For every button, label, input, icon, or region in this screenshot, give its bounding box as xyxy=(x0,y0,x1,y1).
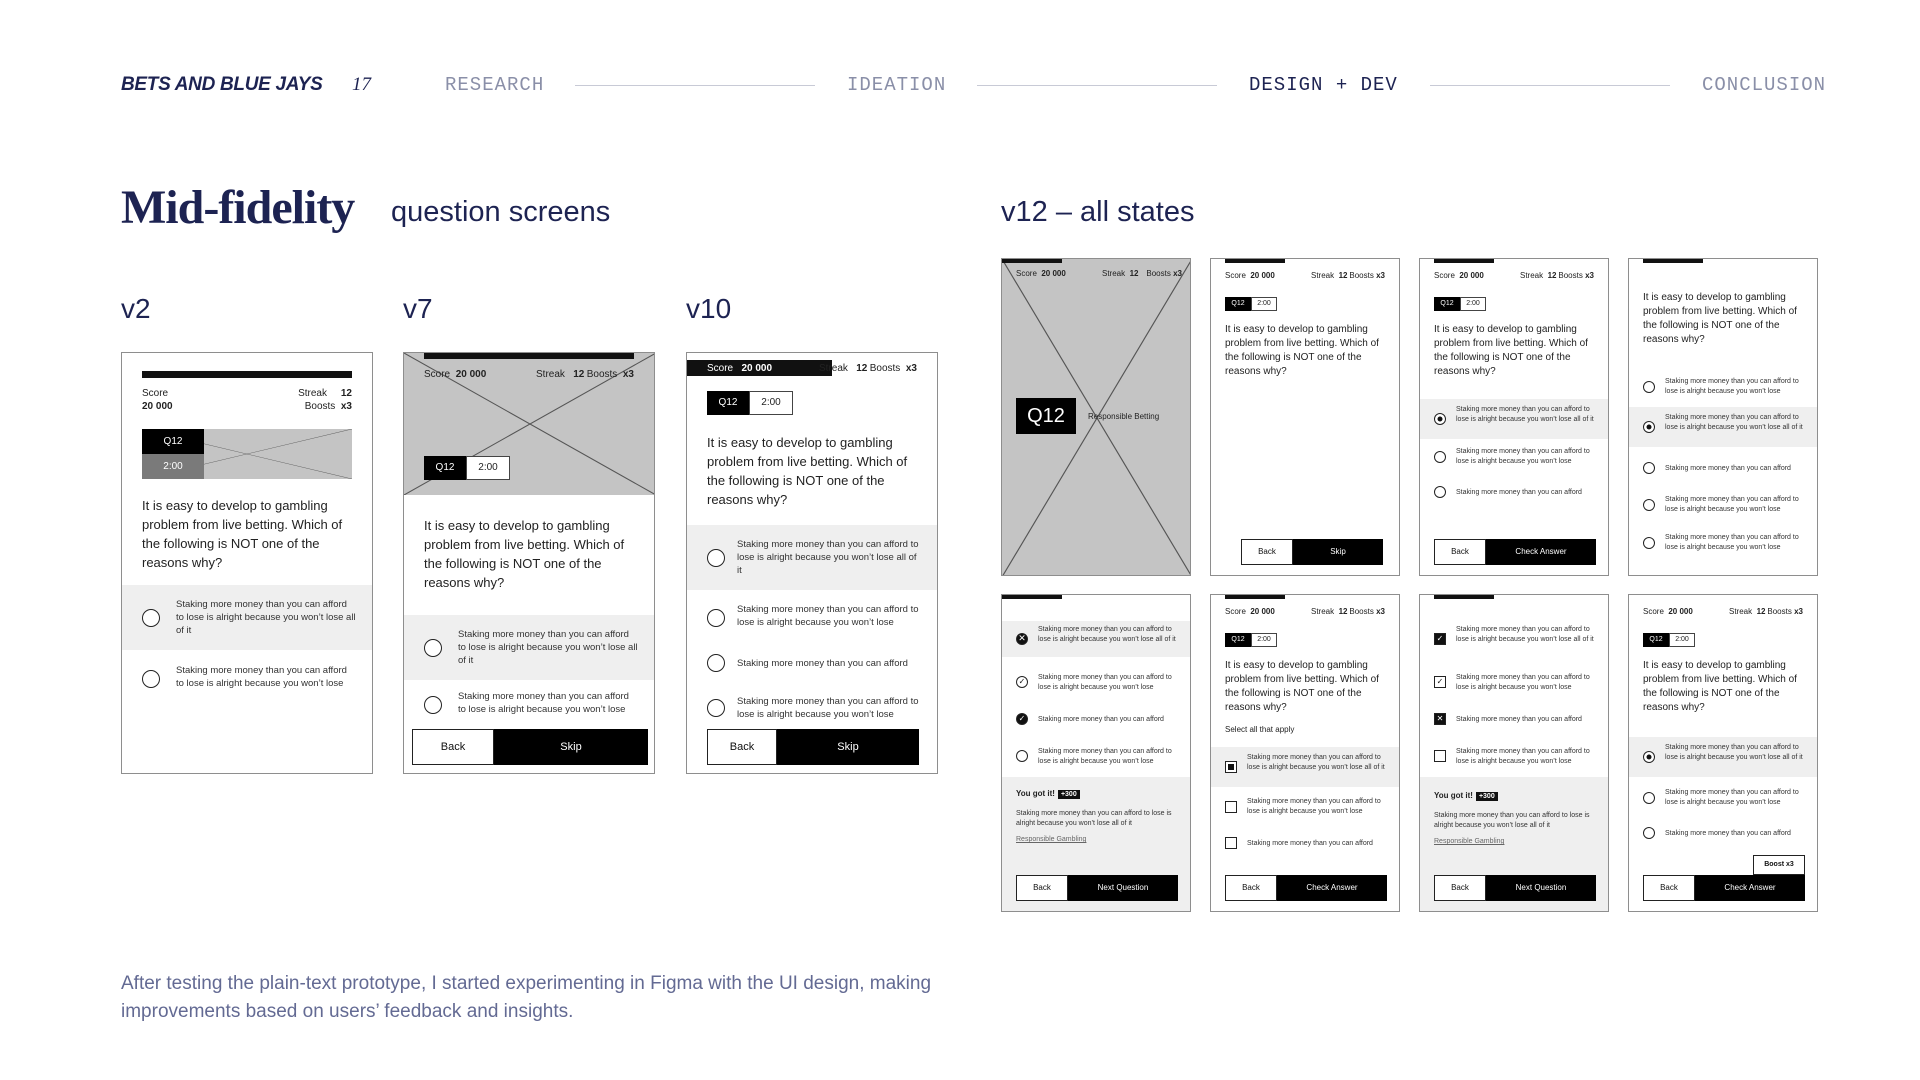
question-text: It is easy to develop to gambling problem from live betting. Which of the following is NOT one of the reasons why? xyxy=(424,518,625,590)
answer-option[interactable] xyxy=(1629,407,1817,447)
version-label-v10: v10 xyxy=(686,293,732,324)
progress-bar xyxy=(1002,259,1062,263)
back-button[interactable]: Back xyxy=(707,729,777,765)
boosts-stat: Boosts x3 xyxy=(869,363,917,374)
streak-stat: Streak 12 xyxy=(819,363,868,374)
points-badge: +300 xyxy=(1476,792,1498,801)
step-divider xyxy=(977,85,1217,86)
answer-option[interactable] xyxy=(687,685,937,725)
skip-button[interactable]: Skip xyxy=(494,729,648,765)
question-text: It is easy to develop to gambling problem from live betting. Which of the following is NOT one of the reasons why? xyxy=(1643,660,1797,713)
v12-state-scrolled xyxy=(1628,258,1818,576)
v12-state-multiselect xyxy=(1210,594,1400,912)
answer-option[interactable] xyxy=(1002,667,1190,697)
answer-option[interactable] xyxy=(1211,747,1399,787)
question-tag: Q12 xyxy=(1225,297,1251,311)
question-text: It is easy to develop to gambling problem from live betting. Which of the following is NOT one of the reasons why? xyxy=(1225,660,1379,713)
timer: 2:00 xyxy=(142,454,204,479)
answer-option[interactable] xyxy=(1002,621,1190,657)
answer-option[interactable] xyxy=(1420,475,1608,509)
progress-bar xyxy=(142,371,352,378)
page-number: 17 xyxy=(352,74,371,95)
step-conclusion[interactable]: CONCLUSION xyxy=(1702,74,1827,96)
timer: 2:00 xyxy=(749,391,793,415)
score-stat: Score 20 000 xyxy=(1016,269,1066,278)
v12-state-boost xyxy=(1628,594,1818,912)
radio-button[interactable] xyxy=(1643,537,1655,549)
score-stat: Score 20 000 xyxy=(1225,607,1275,616)
option-text: Staking more money than you can afford to lose is alright because you won’t lose xyxy=(458,691,629,715)
option-text: Staking more money than you can afford to lose is alright because you won’t lose all of it xyxy=(1665,744,1803,761)
score-stat: Score 20 000 xyxy=(424,369,487,380)
option-text: Staking more money than you can afford to lose is alright because you won’t lose all of it xyxy=(1665,414,1803,431)
score-stat: Score 20 000 xyxy=(707,363,773,374)
back-button[interactable]: Back xyxy=(412,729,494,765)
answer-option[interactable] xyxy=(122,650,372,705)
back-button[interactable]: Back xyxy=(1225,875,1277,901)
answer-option[interactable] xyxy=(1420,439,1608,475)
radio-button[interactable] xyxy=(142,609,160,627)
radio-button[interactable] xyxy=(1434,451,1446,463)
feedback-text: Staking more money than you can afford to lose is alright because you won’t lose all of it xyxy=(1016,810,1172,827)
option-text: Staking more money than you can afford to lose is alright because you won’t lose xyxy=(1456,448,1590,465)
checkbox[interactable] xyxy=(1434,750,1446,762)
boosts-stat: Boosts x3 xyxy=(1349,607,1385,616)
answer-option[interactable] xyxy=(1629,487,1817,523)
answer-option[interactable] xyxy=(1420,707,1608,731)
radio-button[interactable] xyxy=(1434,486,1446,498)
question-tag: Q12 xyxy=(424,456,466,480)
score-label: Score xyxy=(142,388,169,399)
option-text: Staking more money than you can afford to lose is alright because you won’t lose all of it xyxy=(1456,406,1594,423)
answer-option[interactable] xyxy=(404,615,654,680)
question-tag: Q12 xyxy=(707,391,749,415)
boosts-stat: Boosts x3 xyxy=(1349,271,1385,280)
answer-option[interactable] xyxy=(687,640,937,685)
radio-button[interactable] xyxy=(1643,499,1655,511)
wrong-icon: ✕ xyxy=(1434,713,1446,725)
boosts-stat: Boosts x3 xyxy=(586,369,634,380)
boosts-stat: Boosts x3 xyxy=(1767,607,1803,616)
radio-button[interactable] xyxy=(1643,751,1655,763)
option-text: Staking more money than you can afford to lose is alright because you won’t lose xyxy=(1665,534,1799,551)
radio-button[interactable] xyxy=(1643,792,1655,804)
section-subtitle: question screens xyxy=(391,196,611,228)
radio-button[interactable] xyxy=(142,670,160,688)
score-stat: Score 20 000 xyxy=(1225,271,1275,280)
option-text: Staking more money than you can afford to lose is alright because you won’t lose xyxy=(1665,378,1799,395)
v12-state-multiselect-result xyxy=(1419,594,1609,912)
streak-stat: Streak 12 xyxy=(536,369,585,380)
check-icon: ✓ xyxy=(1016,676,1028,688)
timer: 2:00 xyxy=(466,456,510,480)
option-text: Staking more money than you can afford to lose is alright because you won’t lose all of it xyxy=(176,599,356,636)
feedback-panel xyxy=(1002,777,1190,912)
option-text: Staking more money than you can afford xyxy=(1665,465,1791,472)
step-research[interactable]: RESEARCH xyxy=(445,74,545,96)
radio-button[interactable] xyxy=(424,639,442,657)
version-label-v2: v2 xyxy=(121,293,151,324)
step-divider xyxy=(575,85,815,86)
back-button[interactable]: Back xyxy=(1016,875,1068,901)
option-text: Staking more money than you can afford to lose is alright because you won’t lose all of it xyxy=(1456,626,1594,643)
feedback-panel xyxy=(1420,777,1608,912)
question-tag: Q12 xyxy=(1434,297,1460,311)
timer: 2:00 xyxy=(1460,297,1486,311)
question-tag: Q12 xyxy=(1016,398,1076,434)
question-tag: Q12 xyxy=(142,429,204,454)
answer-option[interactable] xyxy=(1629,819,1817,847)
option-text: Staking more money than you can afford to lose is alright because you won’t lose xyxy=(1665,789,1799,806)
progress-bar xyxy=(1643,259,1703,263)
next-question-button[interactable]: Next Question xyxy=(1068,875,1178,901)
check-answer-button[interactable]: Check Answer xyxy=(1277,875,1387,901)
step-divider xyxy=(1430,85,1670,86)
question-text: It is easy to develop to gambling problem from live betting. Which of the following is NOT one of the reasons why? xyxy=(142,498,343,570)
option-text: Staking more money than you can afford to lose is alright because you won’t lose xyxy=(1247,798,1381,815)
feedback-title: You got it! +300 xyxy=(1434,791,1498,801)
skip-button[interactable]: Skip xyxy=(777,729,919,765)
answer-option[interactable] xyxy=(1629,369,1817,405)
score-stat: Score 20 000 xyxy=(1434,271,1484,280)
answer-option[interactable] xyxy=(1629,525,1817,561)
answer-option[interactable] xyxy=(404,680,654,725)
boosts-stat: Boosts x3 xyxy=(1146,269,1182,278)
correct-icon: ✓ xyxy=(1434,633,1446,645)
instruction-text: Select all that apply xyxy=(1225,725,1295,734)
streak-stat: Streak 12 xyxy=(1311,607,1348,616)
answer-option[interactable] xyxy=(1420,399,1608,439)
option-text: Staking more money than you can afford xyxy=(1247,840,1373,847)
progress-bar xyxy=(1225,595,1285,599)
progress-bar xyxy=(424,353,634,359)
question-tag: Q12 xyxy=(1225,633,1251,647)
progress-bar xyxy=(1002,595,1062,599)
answer-option[interactable] xyxy=(1211,829,1399,857)
boosts-stat: Boosts x3 xyxy=(1558,271,1594,280)
radio-button[interactable] xyxy=(1643,421,1655,433)
answer-option[interactable] xyxy=(1629,781,1817,815)
answer-option[interactable] xyxy=(1629,451,1817,485)
correct-icon: ✓ xyxy=(1016,713,1028,725)
question-text: It is easy to develop to gambling problem from live betting. Which of the following is NOT one of the reasons why? xyxy=(1643,292,1797,345)
caption-text: After testing the plain-text prototype, I started experimenting in Figma with the UI design, making improvements based on users’ feedback and insights. xyxy=(121,973,932,1022)
wrong-icon: ✕ xyxy=(1016,633,1028,645)
check-answer-button[interactable]: Check Answer xyxy=(1695,875,1805,901)
option-text: Staking more money than you can afford xyxy=(1665,830,1791,837)
answer-option[interactable] xyxy=(1002,707,1190,731)
v12-state-question xyxy=(1210,258,1400,576)
option-text: Staking more money than you can afford to lose is alright because you won’t lose xyxy=(1665,496,1799,513)
back-button[interactable]: Back xyxy=(1241,539,1293,565)
answer-option[interactable] xyxy=(1420,667,1608,697)
section-title: Mid-fidelity xyxy=(121,181,355,234)
streak-stat: Streak 12 xyxy=(298,388,352,399)
next-question-button[interactable]: Next Question xyxy=(1486,875,1596,901)
option-text: Staking more money than you can afford to lose is alright because you won’t lose xyxy=(737,696,919,720)
option-text: Staking more money than you can afford to lose is alright because you won’t lose xyxy=(1038,748,1172,765)
answer-option[interactable] xyxy=(1420,621,1608,657)
option-text: Staking more money than you can afford xyxy=(1456,716,1582,723)
back-button[interactable]: Back xyxy=(1434,875,1486,901)
radio-button[interactable] xyxy=(424,696,442,714)
option-text: Staking more money than you can afford xyxy=(737,658,908,669)
checkbox[interactable] xyxy=(1225,801,1237,813)
streak-stat: Streak 12 xyxy=(1729,607,1766,616)
question-text: It is easy to develop to gambling problem from live betting. Which of the following is NOT one of the reasons why? xyxy=(707,435,908,507)
v12-title: v12 – all states xyxy=(1001,196,1195,228)
option-text: Staking more money than you can afford to lose is alright because you won’t lose all of it xyxy=(1247,754,1385,771)
radio-button[interactable] xyxy=(1643,381,1655,393)
radio-button[interactable] xyxy=(1643,827,1655,839)
wireframe-v7 xyxy=(403,352,655,774)
boosts-stat: Boosts x3 xyxy=(304,401,352,412)
score-stat: Score 20 000 xyxy=(1643,607,1693,616)
option-text: Staking more money than you can afford to lose is alright because you won’t lose all of it xyxy=(458,629,638,666)
feedback-text: Staking more money than you can afford to lose is alright because you won’t lose all of it xyxy=(1434,812,1590,829)
checkbox[interactable] xyxy=(1225,761,1237,773)
progress-bar xyxy=(1225,259,1285,263)
timer: 2:00 xyxy=(1251,297,1277,311)
progress-bar xyxy=(1434,595,1494,599)
answer-option[interactable] xyxy=(687,525,937,590)
option-text: Staking more money than you can afford xyxy=(1456,489,1582,496)
answer-option[interactable] xyxy=(1211,791,1399,823)
back-button[interactable]: Back xyxy=(1643,875,1695,901)
check-icon: ✓ xyxy=(1434,676,1446,688)
streak-stat: Streak 12 xyxy=(1311,271,1348,280)
radio-button[interactable] xyxy=(707,699,725,717)
v12-state-selected xyxy=(1419,258,1609,576)
radio-button[interactable] xyxy=(1016,750,1028,762)
v12-state-result xyxy=(1001,594,1191,912)
answer-option[interactable] xyxy=(1002,741,1190,771)
option-text: Staking more money than you can afford to lose is alright because you won’t lose xyxy=(176,665,347,689)
question-tag: Q12 xyxy=(1643,633,1669,647)
score-value: 20 000 xyxy=(142,401,173,412)
version-label-v7: v7 xyxy=(403,293,433,324)
streak-stat: Streak 12 xyxy=(1520,271,1557,280)
responsible-gambling-link[interactable]: Responsible Gambling xyxy=(1434,838,1505,845)
radio-button[interactable] xyxy=(1434,413,1446,425)
checkbox[interactable] xyxy=(1225,837,1237,849)
radio-button[interactable] xyxy=(707,549,725,567)
back-button[interactable]: Back xyxy=(1434,539,1486,565)
option-text: Staking more money than you can afford to lose is alright because you won’t lose xyxy=(1456,674,1590,691)
brand-title: BETS AND BLUE JAYS xyxy=(121,74,323,95)
points-badge: +300 xyxy=(1058,790,1080,799)
option-text: Staking more money than you can afford xyxy=(1038,716,1164,723)
boost-button[interactable]: Boost x3 xyxy=(1753,855,1805,875)
category-label: Responsible Betting xyxy=(1088,412,1160,421)
skip-button[interactable]: Skip xyxy=(1293,539,1383,565)
wireframe-v2 xyxy=(121,352,373,774)
radio-button[interactable] xyxy=(707,609,725,627)
option-text: Staking more money than you can afford to lose is alright because you won’t lose xyxy=(1038,674,1172,691)
timer: 2:00 xyxy=(1669,633,1695,647)
wireframe-v10 xyxy=(686,352,938,774)
feedback-title: You got it! +300 xyxy=(1016,789,1080,799)
option-text: Staking more money than you can afford to lose is alright because you won’t lose xyxy=(1456,748,1590,765)
progress-bar xyxy=(1434,259,1494,263)
answer-option[interactable] xyxy=(1420,741,1608,771)
timer: 2:00 xyxy=(1251,633,1277,647)
question-text: It is easy to develop to gambling problem from live betting. Which of the following is NOT one of the reasons why? xyxy=(1225,324,1379,377)
answer-option[interactable] xyxy=(122,585,372,650)
streak-stat: Streak 12 xyxy=(1102,269,1139,278)
radio-button[interactable] xyxy=(707,654,725,672)
option-text: Staking more money than you can afford to lose is alright because you won’t lose xyxy=(737,604,919,628)
answer-option[interactable] xyxy=(687,590,937,640)
check-answer-button[interactable]: Check Answer xyxy=(1486,539,1596,565)
answer-option[interactable] xyxy=(1629,737,1817,777)
question-text: It is easy to develop to gambling problem from live betting. Which of the following is NOT one of the reasons why? xyxy=(1434,324,1588,377)
step-design-dev[interactable]: DESIGN + DEV xyxy=(1249,74,1398,96)
responsible-gambling-link[interactable]: Responsible Gambling xyxy=(1016,836,1087,843)
option-text: Staking more money than you can afford to lose is alright because you won’t lose all of it xyxy=(737,539,919,576)
step-ideation[interactable]: IDEATION xyxy=(847,74,947,96)
option-text: Staking more money than you can afford to lose is alright because you won’t lose all of it xyxy=(1038,626,1176,643)
radio-button[interactable] xyxy=(1643,462,1655,474)
v12-state-intro xyxy=(1001,258,1191,576)
